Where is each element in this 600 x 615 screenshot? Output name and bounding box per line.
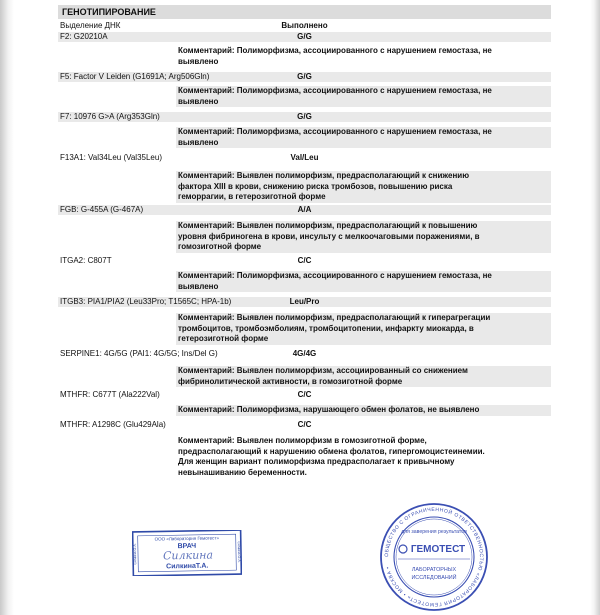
doctor-stamp-name: СилкинаТ.А. xyxy=(166,562,209,571)
lab-logo-icon xyxy=(399,545,407,553)
doctor-stamp-top: ООО «Лаборатория Гемотест» xyxy=(154,535,219,542)
marker-row xyxy=(58,390,551,400)
page-edge-right xyxy=(590,0,600,615)
marker-genotype: C/C xyxy=(297,390,312,399)
marker-row xyxy=(58,72,551,82)
marker-comment: Комментарий: Полиморфизма, ассоциированного с нарушением гемостаза, не выявлено xyxy=(176,271,551,292)
marker-name: FGB: G-455A (G-467A) xyxy=(60,205,144,214)
doctor-signature: Силкина xyxy=(162,548,214,563)
marker-name: F5: Factor V Leiden (G1691A; Arg506Gln) xyxy=(60,72,210,81)
marker-genotype: A/A xyxy=(297,205,312,214)
section-title: ГЕНОТИПИРОВАНИЕ xyxy=(58,5,551,19)
marker-comment: Комментарий: Выявлен полиморфизм, предрасполагающий к гиперагрегации тромбоцитов, тромбоэмболиям, тромбоцитопении, инфаркту миокарда, в гетерозиготной форме xyxy=(176,313,551,345)
marker-genotype: C/C xyxy=(297,256,312,265)
doctor-stamp-title: ВРАЧ xyxy=(177,542,197,551)
marker-row xyxy=(58,256,551,266)
dna-row-name: Выделение ДНК xyxy=(60,21,121,30)
lab-stamp-inner-bottom-1: ЛАБОРАТОРНЫХ xyxy=(411,567,457,573)
lab-stamp-brand: ГЕМОТЕСТ xyxy=(410,544,466,555)
marker-row xyxy=(58,153,551,163)
marker-genotype: 4G/4G xyxy=(292,349,317,358)
doctor-stamp-side-left: Сёмина О.А. xyxy=(132,543,138,565)
marker-genotype: G/G xyxy=(297,72,312,81)
marker-comment: Комментарий: Полиморфизма, ассоциированного с нарушением гемостаза, не выявлено xyxy=(176,86,551,107)
marker-row xyxy=(58,297,551,307)
marker-comment: Комментарий: Полиморфизма, нарушающего обмен фолатов, не выявлено xyxy=(176,405,551,416)
marker-comment: Комментарий: Полиморфизма, ассоциированного с нарушением гемостаза, не выявлено xyxy=(176,127,551,148)
marker-name: F2: G20210A xyxy=(60,32,108,41)
doctor-stamp xyxy=(132,530,242,576)
marker-row xyxy=(58,205,551,215)
marker-row xyxy=(58,112,551,122)
marker-row xyxy=(58,349,551,359)
lab-stamp xyxy=(374,503,494,611)
marker-row xyxy=(58,420,551,430)
marker-name: MTHFR: A1298C (Glu429Ala) xyxy=(60,420,166,429)
svg-text:ОБЩЕСТВО С ОГРАНИЧЕННОЙ ОТВЕТС xyxy=(384,507,484,607)
marker-comment: Комментарий: Выявлен полиморфизм, ассоциированный со снижением фибринолитической активности, в гомозиготной форме xyxy=(176,366,551,387)
marker-comment: Комментарий: Полиморфизма, ассоциированного с нарушением гемостаза, не выявлено xyxy=(178,46,492,66)
marker-row xyxy=(58,32,551,42)
marker-genotype: C/C xyxy=(297,420,312,429)
dna-row-value: Выполнено xyxy=(281,21,328,30)
doctor-stamp-side-right: Сёмина О.А. xyxy=(236,541,242,563)
marker-name: ITGA2: C807T xyxy=(60,256,112,265)
marker-genotype: G/G xyxy=(297,112,312,121)
page-edge-left xyxy=(0,0,14,615)
marker-name: F13A1: Val34Leu (Val35Leu) xyxy=(60,153,162,162)
marker-genotype: Val/Leu xyxy=(290,153,319,162)
marker-name: MTHFR: C677T (Ala222Val) xyxy=(60,390,160,399)
lab-stamp-inner-top: для заверения результатов xyxy=(401,529,467,535)
marker-name: SERPINE1: 4G/5G (PAI1: 4G/5G; Ins/Del G) xyxy=(60,349,218,358)
marker-name: ITGB3: PIA1/PIA2 (Leu33Pro; T1565C; HPA-1b) xyxy=(60,297,232,306)
marker-name: F7: 10976 G>A (Arg353Gln) xyxy=(60,112,160,121)
marker-comment: Комментарий: Выявлен полиморфизм в гомозиготной форме, предрасполагающий к нарушению обмена фолатов, гипергомоцистеинемии. Для женщин вариант полиморфизма предрасполагает к привычному невынашиванию беременности. xyxy=(178,436,485,477)
lab-stamp-inner-bottom-2: ИССЛЕДОВАНИЙ xyxy=(411,575,457,581)
dna-row xyxy=(58,21,551,31)
marker-genotype: Leu/Pro xyxy=(289,297,320,306)
marker-comment: Комментарий: Выявлен полиморфизм, предрасполагающий к повышению уровня фибриногена в крови, инсульту с мелкоочаговыми поражениями, в гомозиготной форме xyxy=(176,221,551,253)
marker-genotype: G/G xyxy=(297,32,312,41)
lab-stamp-ring-text: ОБЩЕСТВО С ОГРАНИЧЕННОЙ ОТВЕТСТВЕННОСТЬЮ «ЛАБОРАТОРИЯ ГЕМОТЕСТ» • МОСКВА • xyxy=(383,506,485,608)
marker-comment: Комментарий: Выявлен полиморфизм, предрасполагающий к снижению фактора XIII в крови, снижению риска тромбозов, повышению риска геморрагии, в гетерозиготной форме xyxy=(176,171,551,203)
